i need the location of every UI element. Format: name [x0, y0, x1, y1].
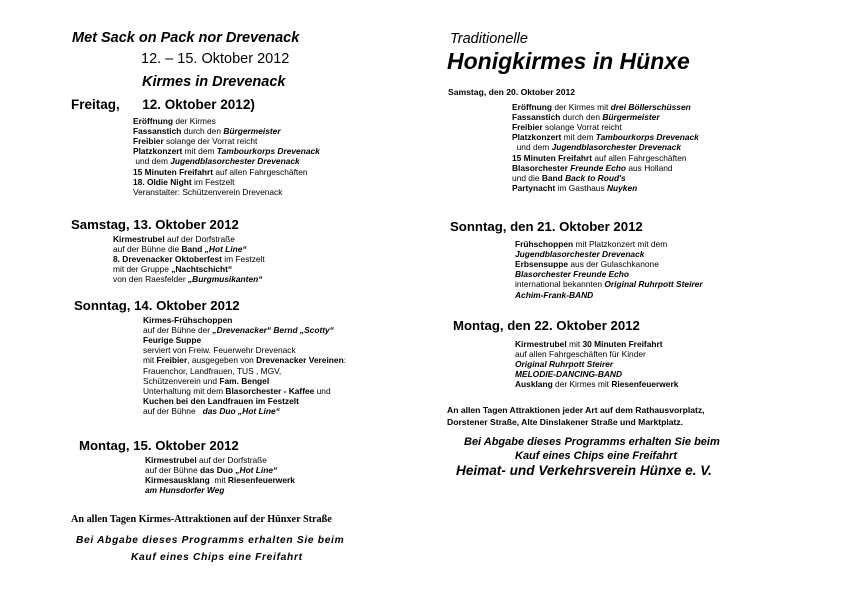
schedule-line [515, 379, 678, 389]
schedule-line-text: Ausklang [515, 379, 553, 390]
schedule-line [113, 274, 262, 284]
right-promo-line1: Bei Abgabe dieses Programms erhalten Sie beim [464, 436, 720, 448]
right-monday-heading: Montag, den 22. Oktober 2012 [453, 318, 640, 333]
schedule-line [143, 396, 299, 406]
schedule-line-text: mit Platzkonzert mit dem [573, 239, 668, 249]
schedule-line-text: „Burgmusikanten“ [187, 274, 263, 285]
schedule-line-text: und die [512, 172, 542, 183]
schedule-line-text: „Hot Line“ [204, 244, 247, 255]
schedule-line-text: Kirmestrubel [145, 455, 197, 465]
schedule-line-text: aus Holland [626, 162, 673, 173]
schedule-line-text: 15 Minuten Freifahrt [512, 152, 593, 163]
schedule-line-text: Band [541, 172, 566, 183]
schedule-line [515, 349, 646, 359]
schedule-line [515, 249, 644, 259]
schedule-line-text: Frauenchor, Landfrauen, TUS , MGV, [143, 365, 282, 376]
schedule-line [143, 345, 296, 355]
schedule-line [143, 386, 331, 396]
schedule-line-text: Kirmestrubel [515, 339, 567, 349]
schedule-line-text: Riesenfeuerwerk [227, 475, 295, 486]
schedule-line [515, 269, 629, 279]
schedule-line-text: im Festzelt [191, 176, 235, 187]
left-promo-line1: Bei Abgabe dieses Programms erhalten Sie beim [76, 535, 345, 546]
schedule-line-text: Tambourkorps Drevenack [216, 146, 320, 157]
schedule-line-text: Bürgermeister [602, 112, 660, 123]
schedule-line-text: und [314, 385, 331, 396]
schedule-line [143, 335, 201, 345]
schedule-line [512, 163, 673, 173]
schedule-line-text: solange der Vorrat reicht [163, 136, 258, 147]
schedule-line-text: im Gasthaus [555, 182, 607, 193]
schedule-line [143, 406, 280, 416]
schedule-line [143, 325, 334, 335]
schedule-line [515, 239, 667, 249]
schedule-line-text: Eröffnung [133, 116, 174, 126]
right-footer-line2: Dorstener Straße, Alte Dinslakener Straße und Marktplatz. [447, 417, 684, 427]
right-footer-line1: An allen Tagen Attraktionen jeder Art auf dem Rathausvorplatz, [447, 405, 705, 415]
schedule-line [145, 465, 277, 475]
schedule-line [113, 264, 232, 274]
schedule-line-text: aus der Gulaschkanone [568, 259, 659, 270]
schedule-line-text: Jugendblasorchester Drevenack [515, 249, 645, 260]
schedule-line-text: und dem [133, 156, 171, 167]
schedule-line-text: Bürgermeister [223, 126, 281, 137]
schedule-line-text: : [343, 355, 347, 366]
schedule-line [512, 142, 681, 152]
schedule-line-text: der Kirmes mit [552, 379, 612, 390]
schedule-line-text: Freunde Echo [570, 162, 627, 173]
schedule-line [515, 339, 663, 349]
schedule-line-text: Nuyken [606, 182, 638, 193]
schedule-line-text: Blasorchester - Kaffee [225, 385, 315, 396]
schedule-line-text: auf der Dorfstraße [164, 234, 235, 244]
left-sunday-heading: Sonntag, 14. Oktober 2012 [74, 298, 240, 313]
schedule-line [143, 366, 281, 376]
schedule-line-text: Freibier [133, 136, 164, 147]
schedule-line-text: Jugendblasorchester Drevenack [170, 156, 300, 167]
schedule-line-text: Erbsensuppe [515, 259, 569, 270]
schedule-line-text: Band [181, 244, 205, 255]
schedule-line-text: Eröffnung [512, 102, 553, 112]
schedule-line [515, 359, 613, 369]
schedule-line [145, 475, 295, 485]
schedule-line-text: Schützenverein und [143, 375, 220, 386]
schedule-line-text: mit [209, 475, 228, 486]
schedule-line [133, 187, 282, 197]
schedule-line-text: Frühschoppen [515, 239, 574, 249]
schedule-line-text: Freibier [156, 355, 188, 366]
right-pre-title: Traditionelle [450, 31, 528, 47]
schedule-line [512, 122, 622, 132]
schedule-line-text: mit dem [182, 146, 217, 157]
schedule-line-text: Original Ruhrpott Steirer [604, 279, 703, 290]
schedule-line [512, 132, 699, 142]
schedule-line [512, 173, 626, 183]
schedule-line-text: im Festzelt [221, 254, 265, 265]
schedule-line [133, 167, 308, 177]
schedule-line [133, 116, 216, 126]
schedule-line-text: Achim-Frank-BAND [515, 289, 594, 300]
schedule-line-text: auf der Bühne der [143, 325, 213, 336]
schedule-line-text: Blasorchester [512, 162, 571, 173]
schedule-line-text: das Duo „Hot Line“ [202, 405, 280, 416]
schedule-line [113, 254, 265, 264]
schedule-line-text: Kirmesausklang [145, 475, 210, 486]
schedule-line [113, 234, 235, 244]
schedule-line [515, 279, 703, 289]
schedule-line-text: Fassanstich [512, 112, 561, 123]
schedule-line-text: Freibier [512, 122, 543, 133]
schedule-line-text: mit [566, 339, 583, 349]
schedule-line [143, 315, 232, 325]
schedule-line [512, 102, 691, 112]
schedule-line-text: am Hunsdorfer Weg [145, 485, 225, 496]
schedule-line-text: „Drevenacker“ Bernd „Scotty“ [212, 325, 334, 336]
schedule-line [512, 183, 637, 193]
schedule-line-text: auf der Bühne [143, 405, 203, 416]
schedule-line-text: und dem [512, 142, 552, 153]
schedule-line-text: auf der Bühne die [113, 244, 182, 255]
schedule-line [143, 355, 346, 365]
schedule-line-text: Platzkonzert [133, 146, 183, 157]
schedule-line-text: Original Ruhrpott Steirer [515, 359, 614, 370]
schedule-line-text: „Hot Line“ [235, 465, 278, 476]
schedule-line-text: solange Vorrat reicht [542, 122, 622, 133]
schedule-line-text: Kuchen bei den Landfrauen im Festzelt [143, 395, 299, 406]
schedule-line-text: der Kirmes [173, 116, 216, 126]
left-date-range: 12. – 15. Oktober 2012 [141, 51, 290, 67]
schedule-line-text: international bekannten [515, 279, 605, 290]
schedule-line-text: mit dem [561, 132, 596, 143]
right-title: Honigkirmes in Hünxe [447, 48, 690, 74]
schedule-line [515, 290, 593, 300]
schedule-line-text: serviert von Freiw. Feuerwehr Drevenack [143, 345, 296, 356]
schedule-line-text: „Nachtschicht“ [171, 264, 233, 275]
schedule-line-text: Drevenacker Vereinen [256, 355, 344, 366]
schedule-line-text: 18. Oldie Night [133, 176, 192, 187]
schedule-line-text: das Duo [199, 465, 236, 476]
left-friday-heading: Freitag, 12. Oktober 2012) [71, 97, 255, 112]
schedule-line [143, 376, 269, 386]
schedule-line-text: auf allen Fahrgeschäften für Kinder [515, 349, 646, 360]
schedule-line-text: Platzkonzert [512, 132, 562, 143]
left-monday-heading: Montag, 15. Oktober 2012 [79, 438, 239, 453]
left-saturday-heading: Samstag, 13. Oktober 2012 [71, 217, 239, 232]
schedule-line [515, 259, 659, 269]
schedule-line-text: Back to Roud's [565, 172, 626, 183]
schedule-line [133, 177, 234, 187]
schedule-line-text: Jugendblasorchester Drevenack [551, 142, 681, 153]
schedule-line-text: , ausgegeben von [187, 355, 257, 366]
schedule-line [133, 136, 257, 146]
schedule-line [113, 244, 247, 254]
schedule-line-text: MELODIE-DANCING-BAND [515, 369, 623, 380]
schedule-line-text: 8. Drevenacker Oktoberfest [113, 254, 222, 265]
schedule-line [133, 156, 300, 166]
right-sunday-heading: Sonntag, den 21. Oktober 2012 [450, 219, 643, 234]
schedule-line-text: auf der Bühne [145, 465, 200, 476]
left-footer: An allen Tagen Kirmes-Attraktionen auf der Hünxer Straße [71, 514, 332, 525]
schedule-line-text: von den Raesfelder [113, 274, 188, 285]
schedule-line-text: durch den [181, 126, 224, 137]
schedule-line [145, 485, 224, 495]
schedule-line-text: Tambourkorps Drevenack [595, 132, 699, 143]
schedule-line-text: Fassanstich [133, 126, 182, 137]
schedule-line-text: Blasorchester Freunde Echo [515, 269, 630, 280]
schedule-line-text: Feurige Suppe [143, 335, 202, 346]
left-header-title: Met Sack on Pack nor Drevenack [72, 30, 300, 46]
schedule-line-text: Kirmestrubel [113, 234, 165, 244]
schedule-line-text: auf der Dorfstraße [196, 455, 267, 465]
schedule-line-text: drei Böllerschüssen [610, 102, 691, 112]
schedule-line [512, 112, 660, 122]
schedule-line [133, 146, 320, 156]
schedule-line [515, 369, 622, 379]
schedule-line [133, 126, 281, 136]
right-promo-line2: Kauf eines Chips eine Freifahrt [515, 450, 677, 462]
right-association: Heimat- und Verkehrsverein Hünxe e. V. [456, 463, 712, 478]
schedule-line-text: der Kirmes mit [552, 102, 611, 112]
left-subtitle: Kirmes in Drevenack [142, 74, 286, 90]
schedule-line-text: durch den [560, 112, 603, 123]
right-saturday-heading: Samstag, den 20. Oktober 2012 [448, 87, 576, 97]
schedule-line-text: auf allen Fahrgeschäften [592, 152, 687, 163]
schedule-line-text: Kirmes-Frühschoppen [143, 315, 233, 325]
schedule-line-text: 30 Minuten Freifahrt [582, 339, 663, 349]
schedule-line-text: Fam. Bengel [219, 375, 270, 386]
schedule-line [145, 455, 267, 465]
schedule-line-text: auf allen Fahrgeschäften [213, 166, 308, 177]
schedule-line-text: Veranstalter: Schützenverein Drevenack [133, 186, 283, 197]
schedule-line-text: mit der Gruppe [113, 264, 172, 275]
schedule-line-text: 15 Minuten Freifahrt [133, 166, 214, 177]
schedule-line-text: mit [143, 355, 157, 366]
schedule-line-text: Riesenfeuerwerk [611, 379, 679, 390]
schedule-line-text: Partynacht [512, 182, 556, 193]
schedule-line-text: Unterhaltung mit dem [143, 385, 226, 396]
schedule-line [512, 153, 687, 163]
left-promo-line2: Kauf eines Chips eine Freifahrt [131, 552, 303, 563]
